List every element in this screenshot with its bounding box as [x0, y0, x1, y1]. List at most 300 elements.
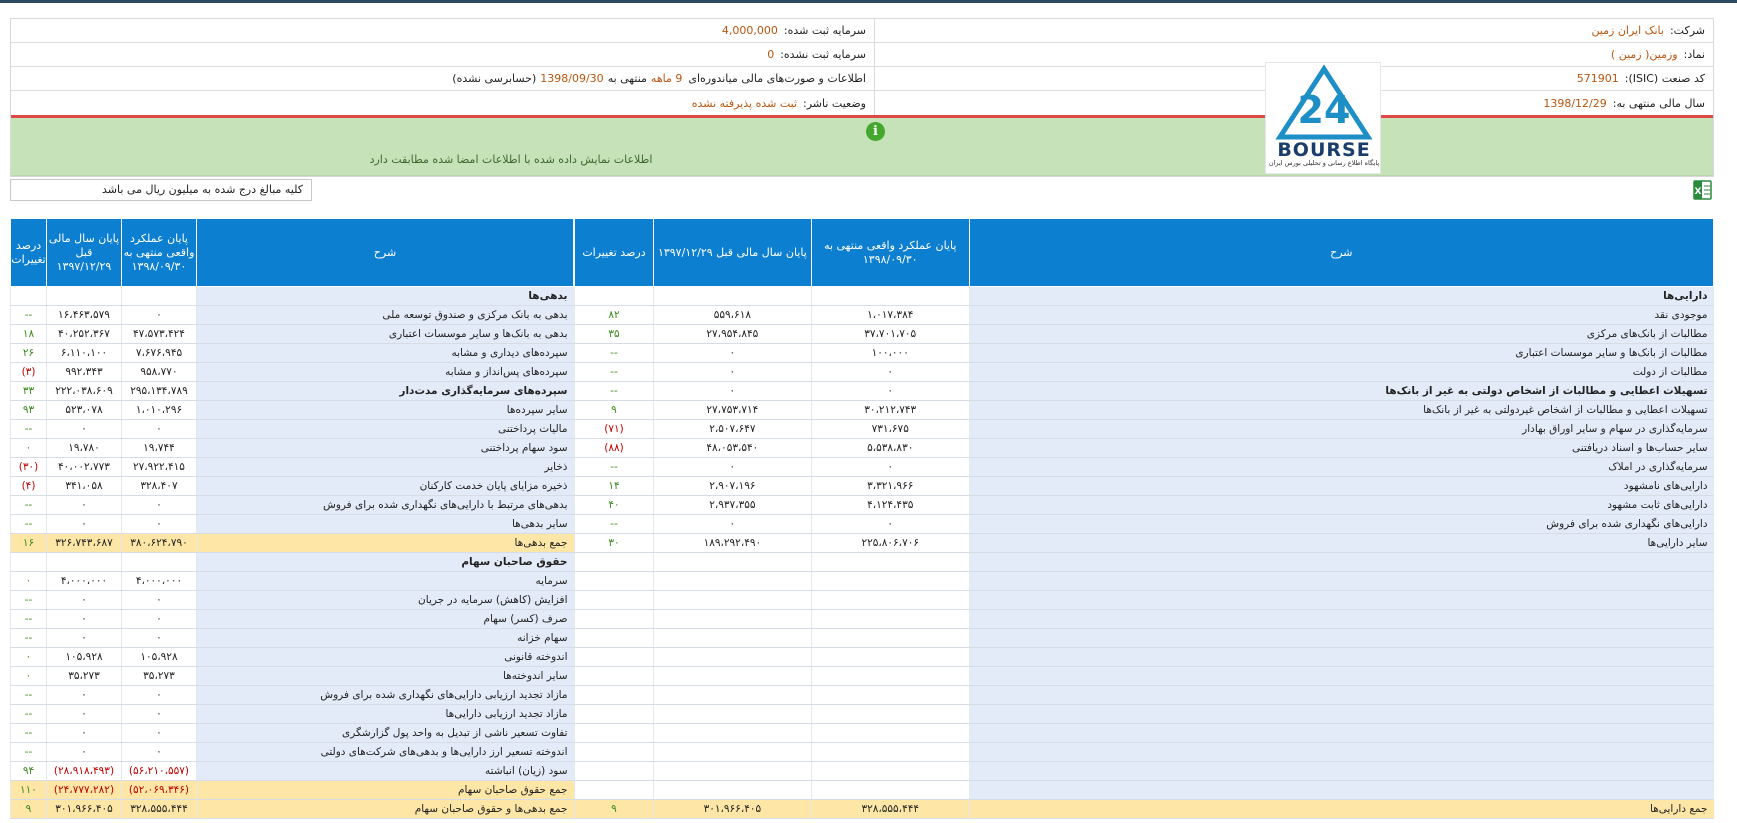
row-description: مطالبات از بانک‌ها و سایر موسسات اعتباری — [969, 344, 1713, 363]
row-change-percent: ۳۰ — [575, 534, 654, 553]
row-current-value: ۵،۵۳۸،۸۳۰ — [811, 439, 969, 458]
row-current-value — [811, 610, 969, 629]
table-row — [575, 420, 1714, 439]
row-previous-value: ۱۹،۷۸۰ — [47, 439, 122, 458]
table-row — [575, 401, 1714, 420]
row-change-percent: ۳۳ — [11, 382, 47, 401]
row-previous-value: ۱۸۹،۲۹۲،۴۹۰ — [653, 534, 811, 553]
row-description: سایر اندوخته‌ها — [196, 667, 573, 686]
row-current-value: ۱۰۵،۹۲۸ — [121, 648, 196, 667]
company-cell — [874, 19, 1713, 42]
table-row — [575, 287, 1714, 306]
row-previous-value: ۴۸،۰۵۳،۵۴۰ — [653, 439, 811, 458]
row-previous-value: ۲۷،۷۵۳،۷۱۴ — [653, 401, 811, 420]
row-change-percent: ۴۰ — [575, 496, 654, 515]
row-description: ذخایر — [196, 458, 573, 477]
unreg-capital-cell — [11, 43, 874, 66]
row-previous-value — [653, 705, 811, 724]
table-row — [11, 306, 574, 325]
row-description: مطالبات از دولت — [969, 363, 1713, 382]
capital-cell — [11, 19, 874, 42]
row-current-value — [811, 743, 969, 762]
row-previous-value: ۰ — [653, 363, 811, 382]
row-current-value — [811, 287, 969, 306]
row-previous-value: ۳۵،۲۷۳ — [47, 667, 122, 686]
row-description: سپرده‌های دیداری و مشابه — [196, 344, 573, 363]
row-current-value: ۴،۱۲۴،۴۳۵ — [811, 496, 969, 515]
row-description: جمع حقوق صاحبان سهام — [196, 781, 573, 800]
row-current-value: ۰ — [121, 743, 196, 762]
row-previous-value — [653, 724, 811, 743]
row-description: سرمایه‌گذاری در سهام و سایر اوراق بهادار — [969, 420, 1713, 439]
row-previous-value: ۵۲۳،۰۷۸ — [47, 401, 122, 420]
bourse24-logo[interactable] — [1265, 62, 1381, 174]
row-previous-value: ۰ — [47, 420, 122, 439]
top-bar — [0, 0, 1737, 3]
table-row — [11, 401, 574, 420]
row-current-value: ۰ — [121, 591, 196, 610]
row-previous-value — [653, 629, 811, 648]
row-previous-value: ۲،۹۰۷،۱۹۶ — [653, 477, 811, 496]
equity-section-title: حقوق صاحبان سهام — [196, 553, 573, 572]
row-current-value — [121, 287, 196, 306]
empty-row — [575, 743, 1714, 762]
row-change-percent: -- — [575, 515, 654, 534]
row-description: سایر دارایی‌ها — [969, 534, 1713, 553]
row-change-percent: ۹۴ — [11, 762, 47, 781]
row-change-percent: -- — [11, 686, 47, 705]
row-previous-value: ۰ — [47, 724, 122, 743]
empty-row — [575, 629, 1714, 648]
row-previous-value: ۰ — [47, 629, 122, 648]
row-current-value: ۲۹۵،۱۳۴،۷۸۹ — [121, 382, 196, 401]
publisher-label: وضعیت ناشر: — [803, 96, 866, 110]
row-current-value: ۳۰،۲۱۲،۷۴۳ — [811, 401, 969, 420]
assets-table — [574, 218, 1714, 819]
column-header: درصد تغییرات — [575, 219, 654, 287]
row-description — [969, 553, 1713, 572]
column-header: شرح — [969, 219, 1713, 287]
row-current-value: (۵۶،۲۱۰،۵۵۷) — [121, 762, 196, 781]
row-description — [969, 743, 1713, 762]
row-change-percent — [575, 743, 654, 762]
row-previous-value: ۴۰،۲۵۲،۳۶۷ — [47, 325, 122, 344]
svg-text:X: X — [1694, 187, 1702, 197]
row-current-value: ۴،۰۰۰،۰۰۰ — [121, 572, 196, 591]
company-value: بانک ایران زمین — [1591, 24, 1664, 37]
row-previous-value: ۰ — [653, 515, 811, 534]
row-change-percent — [575, 591, 654, 610]
row-current-value — [811, 762, 969, 781]
row-previous-value: ۰ — [653, 344, 811, 363]
row-change-percent: -- — [11, 743, 47, 762]
empty-row — [575, 610, 1714, 629]
row-description: سرمایه — [196, 572, 573, 591]
info-icon: i — [866, 122, 885, 141]
row-previous-value: ۱۰۵،۹۲۸ — [47, 648, 122, 667]
fiscal-label: سال مالی منتهی به: — [1612, 96, 1705, 110]
row-current-value: ۲۷،۹۲۲،۴۱۵ — [121, 458, 196, 477]
row-current-value: ۰ — [811, 363, 969, 382]
publisher-value: ثبت شده پذیرفته نشده — [691, 96, 798, 110]
row-change-percent: -- — [575, 382, 654, 401]
table-row — [11, 344, 574, 363]
row-change-percent: -- — [11, 724, 47, 743]
row-description: تفاوت تسعیر ناشی از تبدیل به واحد پول گزارشگری — [196, 724, 573, 743]
row-change-percent: ۰ — [11, 572, 47, 591]
empty-cell — [11, 553, 47, 572]
row-change-percent: -- — [11, 515, 47, 534]
row-description: بدهی به بانک‌ها و سایر موسسات اعتباری — [196, 325, 573, 344]
row-current-value: ۰ — [121, 515, 196, 534]
table-row — [575, 496, 1714, 515]
row-change-percent: -- — [11, 629, 47, 648]
row-previous-value — [653, 572, 811, 591]
report-date: 1398/09/30 — [540, 72, 604, 85]
empty-row — [575, 724, 1714, 743]
grand-total-row — [11, 800, 574, 819]
table-row — [575, 382, 1714, 401]
row-previous-value: ۰ — [47, 496, 122, 515]
row-previous-value — [653, 287, 811, 306]
table-row — [575, 477, 1714, 496]
row-previous-value — [653, 610, 811, 629]
column-header: پایان عملکرد واقعی منتهی به ۱۳۹۸/۰۹/۳۰ — [121, 219, 196, 287]
row-previous-value: ۴۰،۰۰۲،۷۷۳ — [47, 458, 122, 477]
row-description: افزایش (کاهش) سرمایه در جریان — [196, 591, 573, 610]
row-previous-value: ۳۲۶،۷۴۳،۶۸۷ — [47, 534, 122, 553]
row-current-value: ۳۲۸،۵۵۵،۴۴۴ — [811, 800, 969, 819]
column-header: درصد تغییرات — [11, 219, 47, 287]
table-row — [11, 667, 574, 686]
liabilities-body — [11, 287, 574, 819]
row-current-value: ۴۷،۵۷۳،۴۲۴ — [121, 325, 196, 344]
row-change-percent: ۱۶ — [11, 534, 47, 553]
row-previous-value: ۲۲۲،۰۳۸،۶۰۹ — [47, 382, 122, 401]
row-description — [969, 629, 1713, 648]
row-description: دارایی‌های نامشهود — [969, 477, 1713, 496]
table-row — [11, 743, 574, 762]
row-change-percent: ۹۳ — [11, 401, 47, 420]
row-current-value: ۰ — [811, 382, 969, 401]
row-previous-value: ۵۵۹،۶۱۸ — [653, 306, 811, 325]
table-row — [11, 686, 574, 705]
row-change-percent: (۳۰) — [11, 458, 47, 477]
row-current-value: ۷،۶۷۶،۹۴۵ — [121, 344, 196, 363]
row-description — [969, 686, 1713, 705]
row-current-value: ۰ — [121, 610, 196, 629]
table-row — [575, 344, 1714, 363]
report-prefix: اطلاعات و صورت‌های مالی میاندوره‌ای — [688, 72, 866, 85]
logo-text: BOURSE — [1277, 139, 1371, 159]
row-description — [969, 648, 1713, 667]
info-row — [11, 19, 1713, 43]
capital-value: 4,000,000 — [721, 24, 778, 37]
row-previous-value — [653, 743, 811, 762]
row-current-value — [811, 629, 969, 648]
table-row — [11, 477, 574, 496]
table-row — [11, 363, 574, 382]
row-description — [969, 724, 1713, 743]
row-change-percent: ۹ — [11, 800, 47, 819]
row-change-percent — [575, 610, 654, 629]
empty-row — [575, 667, 1714, 686]
symbol-value: وزمین( زمین ) — [1610, 48, 1678, 61]
publisher-cell — [11, 91, 874, 115]
row-current-value: ۰ — [121, 724, 196, 743]
row-change-percent: ۱۱۰ — [11, 781, 47, 800]
empty-row — [575, 762, 1714, 781]
column-header: پایان سال مالی قبل ۱۳۹۷/۱۲/۲۹ — [47, 219, 122, 287]
info-row — [11, 43, 1713, 67]
company-label: شرکت: — [1669, 24, 1705, 37]
row-description: سپرده‌های سرمایه‌گذاری مدت‌دار — [196, 382, 573, 401]
empty-cell — [47, 553, 122, 572]
row-current-value: ۰ — [811, 515, 969, 534]
table-row — [11, 458, 574, 477]
row-previous-value — [653, 667, 811, 686]
row-change-percent: ۰ — [11, 648, 47, 667]
report-suffix: (حسابرسی نشده) — [452, 72, 537, 85]
row-current-value: ۳۲۸،۵۵۵،۴۴۴ — [121, 800, 196, 819]
row-description: تسهیلات اعطایی و مطالبات از اشخاص دولتی به غیر از بانک‌ها — [969, 382, 1713, 401]
row-change-percent: ۳۵ — [575, 325, 654, 344]
row-previous-value: (۲۴،۷۷۷،۲۸۲) — [47, 781, 122, 800]
row-current-value — [811, 591, 969, 610]
fiscal-value: 1398/12/29 — [1543, 96, 1607, 110]
row-current-value: ۰ — [121, 496, 196, 515]
section-title-row — [11, 553, 574, 572]
row-description — [969, 781, 1713, 800]
row-current-value — [811, 572, 969, 591]
row-description — [969, 610, 1713, 629]
row-previous-value: ۰ — [653, 382, 811, 401]
empty-row — [575, 686, 1714, 705]
table-row — [11, 496, 574, 515]
empty-cell — [121, 553, 196, 572]
logo-subtitle: پایگاه اطلاع رسانی و تحلیلی بورس ایران — [1268, 159, 1380, 167]
company-info-panel — [10, 18, 1714, 177]
row-description: مازاد تجدید ارزیابی دارایی‌ها — [196, 705, 573, 724]
table-row — [575, 534, 1714, 553]
row-change-percent — [11, 287, 47, 306]
row-previous-value: ۲۷،۹۵۴،۸۴۵ — [653, 325, 811, 344]
row-current-value: ۳،۳۲۱،۹۶۶ — [811, 477, 969, 496]
row-previous-value: ۰ — [47, 743, 122, 762]
row-description — [969, 667, 1713, 686]
row-previous-value: ۳۰۱،۹۶۶،۴۰۵ — [653, 800, 811, 819]
report-mid: منتهی به — [607, 72, 647, 85]
row-description: سپرده‌های پس‌انداز و مشابه — [196, 363, 573, 382]
row-previous-value: ۰ — [47, 591, 122, 610]
row-current-value: ۰ — [121, 686, 196, 705]
table-row — [11, 515, 574, 534]
row-change-percent: (۳) — [11, 363, 47, 382]
row-current-value: ۰ — [121, 420, 196, 439]
row-previous-value: ۲،۵۰۷،۶۴۷ — [653, 420, 811, 439]
row-change-percent — [575, 572, 654, 591]
row-previous-value: ۲،۹۳۷،۳۵۵ — [653, 496, 811, 515]
table-row — [11, 629, 574, 648]
row-change-percent — [575, 648, 654, 667]
table-row — [11, 762, 574, 781]
row-previous-value: (۲۸،۹۱۸،۴۹۳) — [47, 762, 122, 781]
empty-row — [575, 591, 1714, 610]
row-change-percent: -- — [11, 610, 47, 629]
row-description: سود سهام پرداختنی — [196, 439, 573, 458]
table-row — [575, 515, 1714, 534]
row-description: مالیات پرداختنی — [196, 420, 573, 439]
row-previous-value — [653, 648, 811, 667]
row-current-value: ۱،۰۱۷،۳۸۴ — [811, 306, 969, 325]
row-description: تسهیلات اعطایی و مطالبات از اشخاص غیردولتی به غیر از بانک‌ها — [969, 401, 1713, 420]
row-current-value: ۳۵،۲۷۳ — [121, 667, 196, 686]
row-current-value: ۰ — [811, 458, 969, 477]
row-previous-value: ۹۹۲،۳۴۳ — [47, 363, 122, 382]
table-row — [575, 363, 1714, 382]
row-current-value: ۰ — [121, 306, 196, 325]
row-previous-value: ۴،۰۰۰،۰۰۰ — [47, 572, 122, 591]
row-description: مطالبات از بانک‌های مرکزی — [969, 325, 1713, 344]
table-row — [575, 325, 1714, 344]
row-change-percent: ۱۸ — [11, 325, 47, 344]
empty-row — [575, 781, 1714, 800]
row-current-value: ۰ — [121, 629, 196, 648]
unreg-capital-label: سرمایه ثبت نشده: — [780, 48, 866, 61]
row-change-percent: ۹ — [575, 800, 654, 819]
row-change-percent — [575, 724, 654, 743]
row-current-value: ۳۷،۷۰۱،۷۰۵ — [811, 325, 969, 344]
row-previous-value: ۰ — [47, 515, 122, 534]
info-row — [11, 91, 1713, 115]
row-previous-value: ۰ — [653, 458, 811, 477]
table-row — [11, 724, 574, 743]
row-description — [969, 762, 1713, 781]
row-change-percent: ۹ — [575, 401, 654, 420]
table-row — [11, 705, 574, 724]
row-change-percent — [575, 287, 654, 306]
row-change-percent: -- — [11, 591, 47, 610]
table-row — [575, 458, 1714, 477]
row-current-value: ۱۹،۷۴۴ — [121, 439, 196, 458]
unit-note: کلیه مبالغ درج شده به میلیون ریال می باشد — [10, 179, 312, 201]
empty-row — [575, 572, 1714, 591]
assets-body — [575, 287, 1714, 819]
row-description: دارایی‌های نگهداری شده برای فروش — [969, 515, 1713, 534]
row-current-value: ۳۸۰،۶۲۴،۷۹۰ — [121, 534, 196, 553]
table-row — [11, 572, 574, 591]
table-row — [575, 306, 1714, 325]
verification-notice — [11, 118, 1713, 176]
row-previous-value — [653, 553, 811, 572]
row-change-percent: (۸۸) — [575, 439, 654, 458]
row-description: دارایی‌های ثابت مشهود — [969, 496, 1713, 515]
empty-row — [575, 553, 1714, 572]
row-previous-value — [47, 287, 122, 306]
row-description: سایر حساب‌ها و اسناد دریافتنی — [969, 439, 1713, 458]
table-row — [11, 648, 574, 667]
report-cell — [11, 67, 874, 90]
row-change-percent: -- — [11, 496, 47, 515]
row-change-percent — [575, 667, 654, 686]
column-header: شرح — [196, 219, 573, 287]
row-current-value — [811, 781, 969, 800]
row-current-value: ۱،۰۱۰،۲۹۶ — [121, 401, 196, 420]
row-current-value: ۹۵۸،۷۷۰ — [121, 363, 196, 382]
row-description: سهام خزانه — [196, 629, 573, 648]
row-current-value: ۷۳۱،۶۷۵ — [811, 420, 969, 439]
row-change-percent: -- — [11, 420, 47, 439]
row-change-percent: ۰ — [11, 439, 47, 458]
row-description — [969, 705, 1713, 724]
row-current-value: (۵۲،۰۶۹،۳۴۶) — [121, 781, 196, 800]
row-change-percent: ۲۶ — [11, 344, 47, 363]
table-row — [11, 439, 574, 458]
row-current-value — [811, 724, 969, 743]
row-current-value: ۱۰۰،۰۰۰ — [811, 344, 969, 363]
row-change-percent: -- — [11, 705, 47, 724]
symbol-label: نماد: — [1683, 48, 1705, 61]
row-description: سایر سپرده‌ها — [196, 401, 573, 420]
liabilities-table — [10, 218, 574, 819]
isic-label: کد صنعت (ISIC): — [1624, 72, 1705, 85]
column-header: پایان سال مالی قبل ۱۳۹۷/۱۲/۲۹ — [653, 219, 811, 287]
isic-value: 571901 — [1576, 72, 1619, 85]
row-description: سرمایه‌گذاری در املاک — [969, 458, 1713, 477]
row-previous-value: ۳۰۱،۹۶۶،۴۰۵ — [47, 800, 122, 819]
row-change-percent: ۱۴ — [575, 477, 654, 496]
row-change-percent — [575, 686, 654, 705]
row-previous-value — [653, 762, 811, 781]
row-description: سایر بدهی‌ها — [196, 515, 573, 534]
row-change-percent: (۷۱) — [575, 420, 654, 439]
row-current-value: ۲۲۵،۸۰۶،۷۰۶ — [811, 534, 969, 553]
column-header: پایان عملکرد واقعی منتهی به ۱۳۹۸/۰۹/۳۰ — [811, 219, 969, 287]
table-row — [11, 382, 574, 401]
row-description: بدهی به بانک مرکزی و صندوق توسعه ملی — [196, 306, 573, 325]
row-description: سود (زیان) انباشته — [196, 762, 573, 781]
row-change-percent — [575, 781, 654, 800]
empty-row — [575, 705, 1714, 724]
row-previous-value: ۶،۱۱۰،۱۰۰ — [47, 344, 122, 363]
table-row — [11, 325, 574, 344]
row-current-value — [811, 648, 969, 667]
table-row — [11, 610, 574, 629]
row-description: بدهی‌های مرتبط با دارایی‌های نگهداری شده برای فروش — [196, 496, 573, 515]
info-row — [11, 67, 1713, 91]
row-description: ذخیره مزایای پایان خدمت کارکنان — [196, 477, 573, 496]
row-description: اندوخته قانونی — [196, 648, 573, 667]
total-row — [11, 534, 574, 553]
row-previous-value: ۰ — [47, 686, 122, 705]
unreg-capital-value: 0 — [767, 48, 775, 61]
row-change-percent: (۴) — [11, 477, 47, 496]
row-change-percent: ۰ — [11, 667, 47, 686]
row-current-value — [811, 667, 969, 686]
row-current-value — [811, 553, 969, 572]
report-period: 9 ماهه — [650, 72, 683, 85]
table-row — [575, 439, 1714, 458]
row-current-value: ۰ — [121, 705, 196, 724]
row-change-percent: -- — [575, 363, 654, 382]
row-previous-value: ۳۴۱،۰۵۸ — [47, 477, 122, 496]
row-current-value — [811, 686, 969, 705]
row-change-percent — [575, 553, 654, 572]
excel-export-icon[interactable] — [1693, 180, 1712, 200]
row-description: جمع بدهی‌ها و حقوق صاحبان سهام — [196, 800, 573, 819]
row-description: موجودی نقد — [969, 306, 1713, 325]
total-row — [11, 781, 574, 800]
